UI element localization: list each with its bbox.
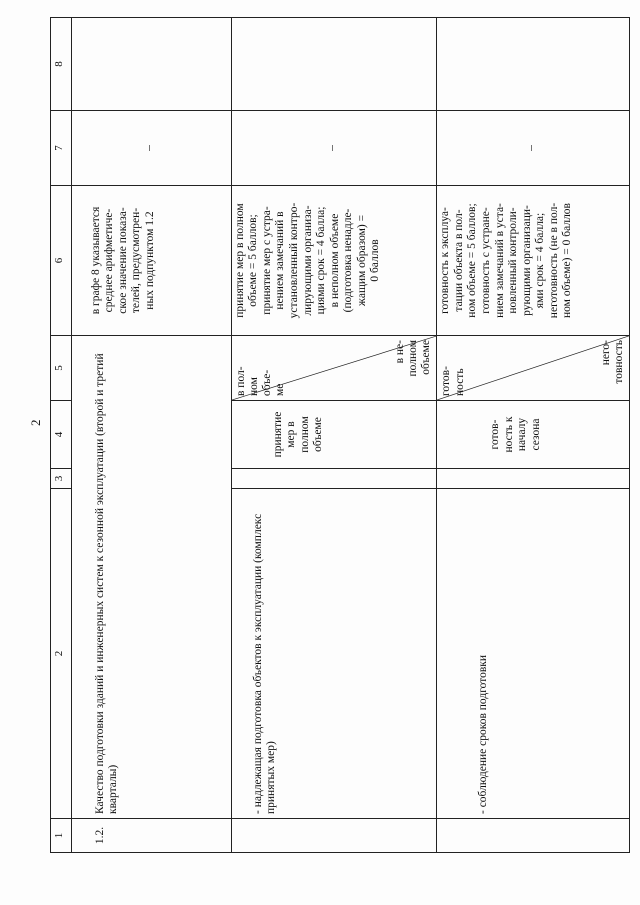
desc-line: установленный контро- (287, 202, 300, 319)
header-col-2: 2 (51, 489, 72, 819)
col3-value (437, 469, 630, 489)
table-row (231, 18, 437, 853)
header-col-3: 3 (51, 469, 72, 489)
desc-line: 0 баллов (369, 239, 382, 282)
landscape-table-container (50, 18, 630, 853)
diag-line: объе- (261, 369, 274, 396)
desc-line: принятие мер в полном (233, 203, 246, 318)
desc-line: тации объекта в пол- (452, 209, 465, 312)
header-col-8: 8 (51, 18, 72, 111)
col8-value (71, 18, 231, 111)
subcriterion-title: - соблюдение сроков подготовки (437, 489, 630, 819)
col8-value (437, 18, 630, 111)
diag-line: готов- (440, 366, 453, 396)
desc-line: телей, предусмотрен- (130, 207, 143, 314)
desc-line: готовность к эксплуа- (439, 207, 452, 314)
description-cell (231, 186, 437, 336)
row-number: 1.2. (71, 819, 231, 853)
diag-line: в не- (393, 340, 406, 364)
criterion-line: мер в (285, 421, 298, 448)
desc-line: рующими организаци- (520, 205, 533, 316)
diag-line: в пол- (234, 366, 247, 396)
desc-line: неготовность (не в пол- (547, 202, 560, 319)
header-row (51, 18, 72, 853)
desc-line: нием замечаний в уста- (493, 203, 506, 318)
criterion-line: ность к (502, 416, 515, 453)
diagonal-split-cell (437, 336, 630, 401)
header-col-1: 1 (51, 819, 72, 853)
desc-line: ном объеме = 5 баллов; (466, 203, 479, 318)
desc-line: ных подпунктом 1.2 (143, 211, 156, 310)
diag-bottom-text (600, 340, 626, 384)
diag-line: ном (247, 377, 260, 396)
diag-line: объеме (420, 340, 433, 375)
desc-line: нением замечаний в (274, 211, 287, 310)
rotated-table-frame (50, 18, 630, 853)
criterion-line: полном (298, 416, 311, 453)
diag-line: ность (453, 368, 466, 396)
diag-top-text (440, 366, 466, 396)
criterion-line: принятие (271, 411, 284, 458)
page-number: 2 (28, 419, 43, 426)
desc-line: жащим образом) = (355, 214, 368, 307)
subcriterion-title: - надлежащая подготовка объектов к эксплуатации (комплекс принятых мер) (231, 489, 437, 819)
row-number (437, 819, 630, 853)
diag-line: ме (274, 383, 287, 396)
row-number (231, 819, 437, 853)
desc-line: новленный контроли- (507, 207, 520, 314)
desc-line: ями срок = 4 балла; (534, 212, 547, 309)
desc-line: лирующими организа- (301, 205, 314, 316)
header-col-7: 7 (51, 111, 72, 186)
header-col-5: 5 (51, 336, 72, 401)
desc-line: принятие мер с устра- (260, 206, 273, 315)
section-title: Качество подготовки зданий и инженерных систем к сезонной эксплуатации (второй и третий кварталы) (71, 336, 231, 819)
desc-line: среднее арифметиче- (103, 208, 116, 313)
table-row (71, 18, 231, 853)
criteria-table (50, 17, 630, 853)
diag-bottom-text (394, 340, 434, 376)
description-cell (437, 186, 630, 336)
diag-line: полном (406, 340, 419, 377)
desc-line: в графе 8 указывается (89, 206, 102, 315)
desc-line: ном объеме) = 0 баллов (561, 203, 574, 318)
desc-line: объеме = 5 баллов; (247, 214, 260, 307)
col7-value: – (231, 111, 437, 186)
col7-value: – (71, 111, 231, 186)
desc-line: (подготовка ненадле- (342, 208, 355, 313)
desc-line: в неполном объеме (328, 213, 341, 308)
diag-line: товность (612, 340, 625, 384)
col3-value (231, 469, 437, 489)
diag-top-text (235, 366, 288, 396)
header-col-6: 6 (51, 186, 72, 336)
col8-value (231, 18, 437, 111)
desc-line: ское значение показа- (116, 207, 129, 314)
criterion-line: сезона (530, 418, 543, 451)
criterion-line: готов- (489, 419, 502, 450)
criterion-cell (437, 401, 630, 469)
criterion-cell (231, 401, 437, 469)
diagonal-split-cell (231, 336, 437, 401)
desc-line: готовность с устране- (480, 207, 493, 314)
criterion-line: началу (516, 417, 529, 452)
desc-line: циями срок = 4 балла; (315, 206, 328, 315)
header-col-4: 4 (51, 401, 72, 469)
criterion-line: объеме (312, 417, 325, 452)
col7-value: – (437, 111, 630, 186)
diag-line: него- (599, 340, 612, 366)
description-cell (71, 186, 231, 336)
table-row (437, 18, 630, 853)
